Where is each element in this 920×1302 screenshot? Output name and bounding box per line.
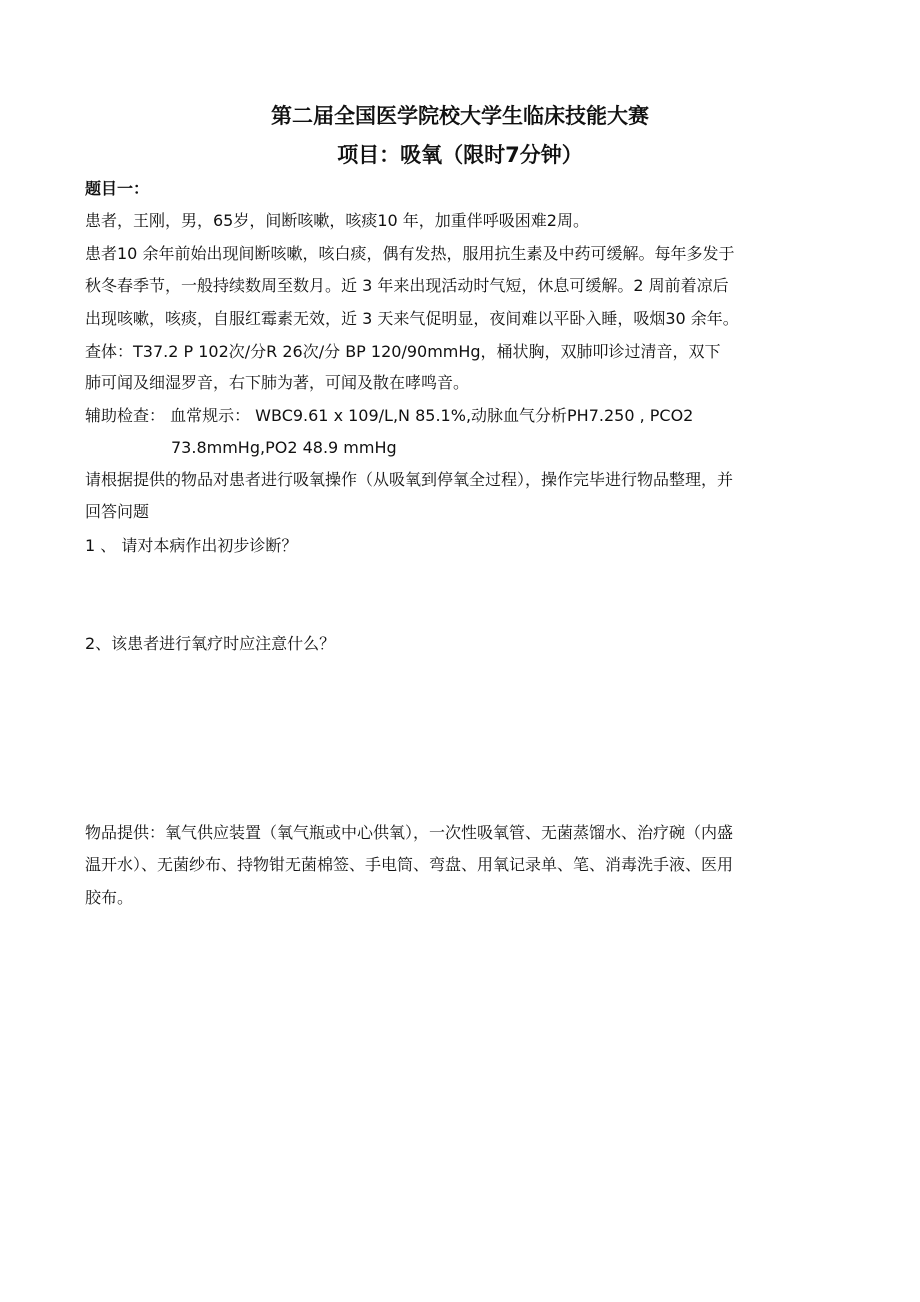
document-title: 第二届全国医学院校大学生临床技能大赛 [271,104,649,128]
supplies-line-2: 温开水）、无菌纱布、持物钳无菌棉签、手电筒、弯盘、用氧记录单、笔、消毒洗手液、医用 [85,855,734,874]
case-summary: 患者，王刚，男，65岁，间断咳嗽，咳痰10 年，加重伴呼吸困难2周。 [85,211,589,230]
supplies-line-1: 物品提供：氧气供应装置（氧气瓶或中心供氧），一次性吸氧管、无菌蒸馏水、治疗碗（内盛 [85,823,734,842]
section-heading: 题目一： [85,179,150,198]
question-1: 1 、 请对本病作出初步诊断？ [85,536,298,555]
document-subtitle: 项目：吸氧（限时7分钟） [337,143,583,167]
history-line-1: 患者10 余年前始出现间断咳嗽，咳白痰，偶有发热，服用抗生素及中药可缓解。每年多发于 [85,244,735,263]
lab-line-2: 73.8mmHg,PO2 48.9 mmHg [171,438,397,457]
history-line-2: 秋冬春季节，一般持续数周至数月。近 3 年来出现活动时气短，休息可缓解。2 周前着凉后 [85,276,729,295]
exam-line-2: 肺可闻及细湿罗音，右下肺为著，可闻及散在哮鸣音。 [85,373,470,392]
instruction-line-1: 请根据提供的物品对患者进行吸氧操作（从吸氧到停氧全过程），操作完毕进行物品整理，并 [85,470,734,489]
exam-line-1: 查体：T37.2 P 102次/分R 26次/分 BP 120/90mmHg，桶状胸，双肺叩诊过清音，双下 [85,342,721,361]
history-line-3: 出现咳嗽，咳痰，自服红霉素无效，近 3 天来气促明显，夜间难以平卧入睡，吸烟30 余年。 [85,309,739,328]
supplies-line-3: 胶布。 [85,888,134,907]
lab-line-1: 辅助检查： 血常规示： WBC9.61 x 109/L,N 85.1%,动脉血气分析PH7.250 , PCO2 [85,406,694,425]
instruction-line-2: 回答问题 [85,502,150,521]
question-2: 2、该患者进行氧疗时应注意什么？ [85,634,336,653]
